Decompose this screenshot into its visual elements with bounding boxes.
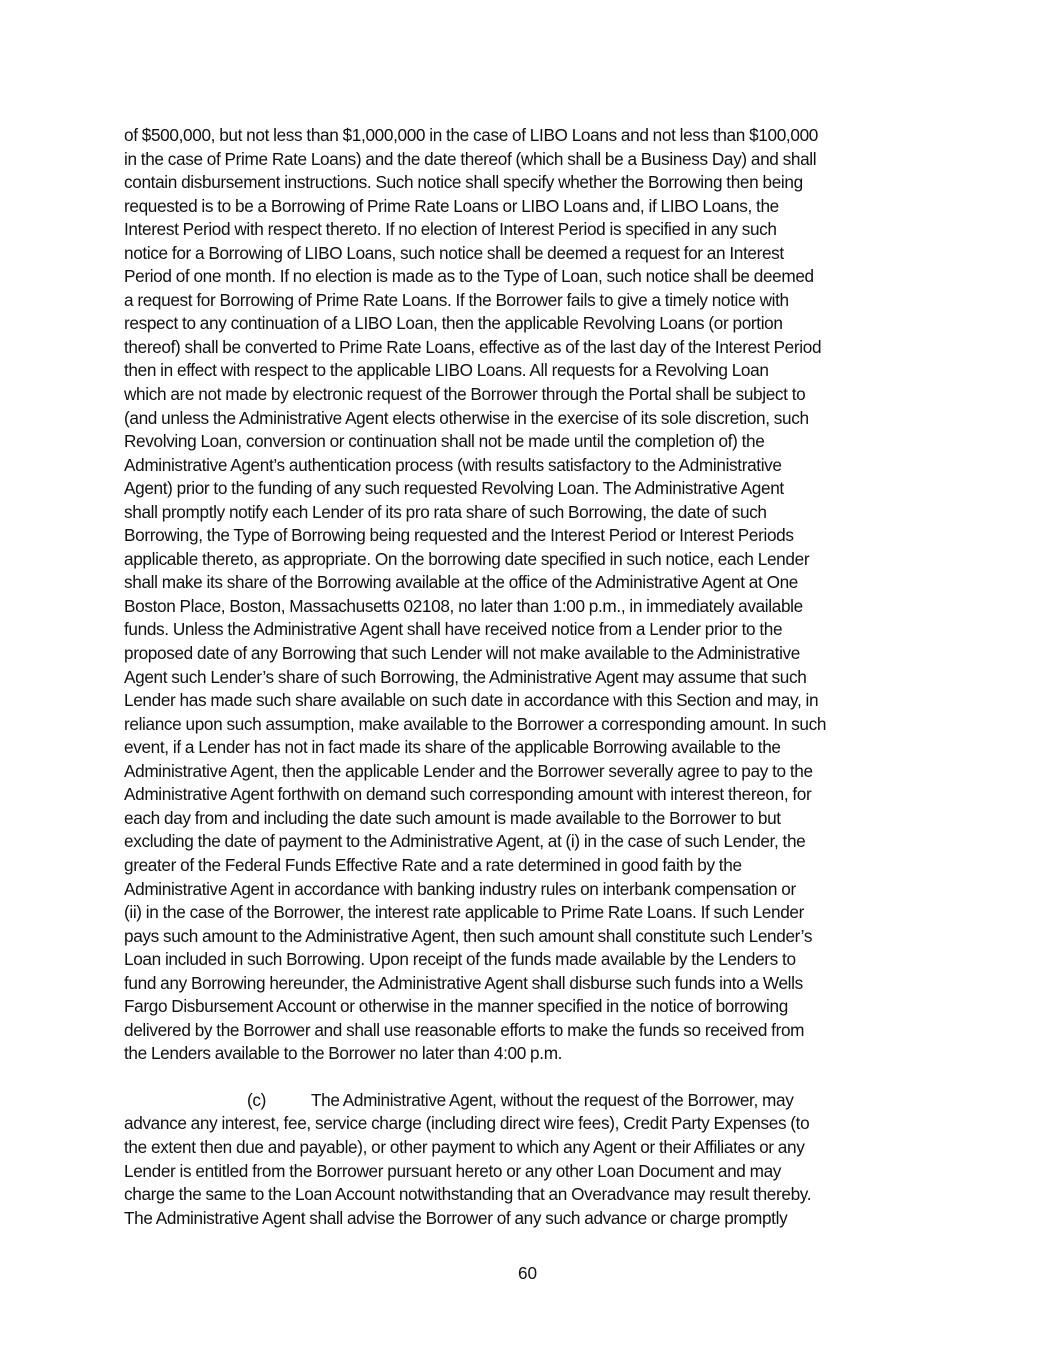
text-line: (and unless the Administrative Agent elects otherwise in the exercise of its sole discretion, such	[124, 407, 809, 428]
text-line: Revolving Loan, conversion or continuation shall not be made until the completion of) the	[124, 431, 765, 452]
paragraph-b-continued	[124, 124, 930, 1066]
text-line: event, if a Lender has not in fact made its share of the applicable Borrowing available to the	[124, 737, 781, 758]
text-line: Fargo Disbursement Account or otherwise in the manner specified in the notice of borrowing	[124, 996, 788, 1017]
text-line: charge the same to the Loan Account notwithstanding that an Overadvance may result thereby.	[124, 1184, 812, 1205]
text-line: a request for Borrowing of Prime Rate Loans. If the Borrower fails to give a timely notice with	[124, 289, 789, 310]
text-line: thereof) shall be converted to Prime Rate Loans, effective as of the last day of the Interest Period	[124, 336, 822, 357]
text-line: shall promptly notify each Lender of its pro rata share of such Borrowing, the date of such	[124, 501, 767, 522]
text-line: the extent then due and payable), or other payment to which any Agent or their Affiliates or any	[124, 1136, 805, 1157]
text-line: The Administrative Agent shall advise the Borrower of any such advance or charge promptly	[124, 1207, 788, 1228]
text-line: requested is to be a Borrowing of Prime Rate Loans or LIBO Loans and, if LIBO Loans, the	[124, 195, 779, 216]
text-line: the Lenders available to the Borrower no later than 4:00 p.m.	[124, 1043, 563, 1064]
text-line: Administrative Agent, then the applicable Lender and the Borrower severally agree to pay to the	[124, 760, 813, 781]
text-line: Lender is entitled from the Borrower pursuant hereto or any other Loan Document and may	[124, 1160, 782, 1181]
text-line: Agent such Lender’s share of such Borrowing, the Administrative Agent may assume that such	[124, 666, 807, 687]
text-line: of $500,000, but not less than $1,000,000 in the case of LIBO Loans and not less than $100,000	[124, 125, 818, 145]
text-line: proposed date of any Borrowing that such Lender will not make available to the Administrative	[124, 643, 800, 664]
text-line: reliance upon such assumption, make available to the Borrower a corresponding amount. In such	[124, 713, 827, 734]
paragraph-spacer	[124, 1066, 930, 1089]
text-line: Lender has made such share available on such date in accordance with this Section and may, in	[124, 690, 819, 711]
text-line: fund any Borrowing hereunder, the Administrative Agent shall disburse such funds into a Wells	[124, 972, 803, 993]
text-line: delivered by the Borrower and shall use reasonable efforts to make the funds so received from	[124, 1019, 805, 1040]
text-line: in the case of Prime Rate Loans) and the date thereof (which shall be a Business Day) and shall	[124, 148, 817, 169]
text-line: Boston Place, Boston, Massachusetts 02108, no later than 1:00 p.m., in immediately available	[124, 595, 803, 616]
text-line: funds. Unless the Administrative Agent shall have received notice from a Lender prior to the	[124, 619, 783, 640]
paragraph-c-first-line-text: The Administrative Agent, without the request of the Borrower, may	[311, 1089, 794, 1110]
page-number: 60	[517, 1263, 538, 1283]
text-line: each day from and including the date such amount is made available to the Borrower to but	[124, 807, 781, 828]
text-line: then in effect with respect to the applicable LIBO Loans. All requests for a Revolving Loan	[124, 360, 769, 381]
paragraph-c-first-line	[124, 1089, 930, 1113]
text-line: Borrowing, the Type of Borrowing being requested and the Interest Period or Interest Periods	[124, 525, 794, 546]
text-line: Period of one month. If no election is made as to the Type of Loan, such notice shall be deemed	[124, 266, 814, 287]
text-line: pays such amount to the Administrative Agent, then such amount shall constitute such Lender’s	[124, 925, 813, 946]
text-line: Agent) prior to the funding of any such requested Revolving Loan. The Administrative Agent	[124, 478, 784, 499]
text-line: shall make its share of the Borrowing available at the office of the Administrative Agent at One	[124, 572, 799, 593]
text-line: excluding the date of payment to the Administrative Agent, at (i) in the case of such Lender, the	[124, 831, 806, 852]
paragraph-c	[124, 1089, 930, 1230]
text-line: respect to any continuation of a LIBO Loan, then the applicable Revolving Loans (or portion	[124, 313, 783, 334]
text-line: greater of the Federal Funds Effective Rate and a rate determined in good faith by the	[124, 854, 742, 875]
text-line: notice for a Borrowing of LIBO Loans, such notice shall be deemed a request for an Interest	[124, 242, 784, 263]
text-line: Administrative Agent in accordance with banking industry rules on interbank compensation or	[124, 878, 796, 899]
text-line: Loan included in such Borrowing. Upon receipt of the funds made available by the Lenders to	[124, 949, 796, 970]
text-line: applicable thereto, as appropriate. On the borrowing date specified in such notice, each Lender	[124, 548, 810, 569]
text-line: which are not made by electronic request of the Borrower through the Portal shall be subject to	[124, 384, 806, 405]
body-text	[124, 124, 930, 1230]
text-line: advance any interest, fee, service charge (including direct wire fees), Credit Party Expenses (to	[124, 1113, 810, 1134]
text-line: (ii) in the case of the Borrower, the interest rate applicable to Prime Rate Loans. If such Lender	[124, 902, 804, 923]
text-line: Interest Period with respect thereto. If no election of Interest Period is specified in any such	[124, 219, 777, 240]
text-line: Administrative Agent forthwith on demand such corresponding amount with interest thereon, for	[124, 784, 812, 805]
text-line: Administrative Agent’s authentication process (with results satisfactory to the Administrative	[124, 454, 782, 475]
clause-number: (c)	[247, 1089, 266, 1110]
text-line: contain disbursement instructions. Such notice shall specify whether the Borrowing then being	[124, 172, 803, 193]
